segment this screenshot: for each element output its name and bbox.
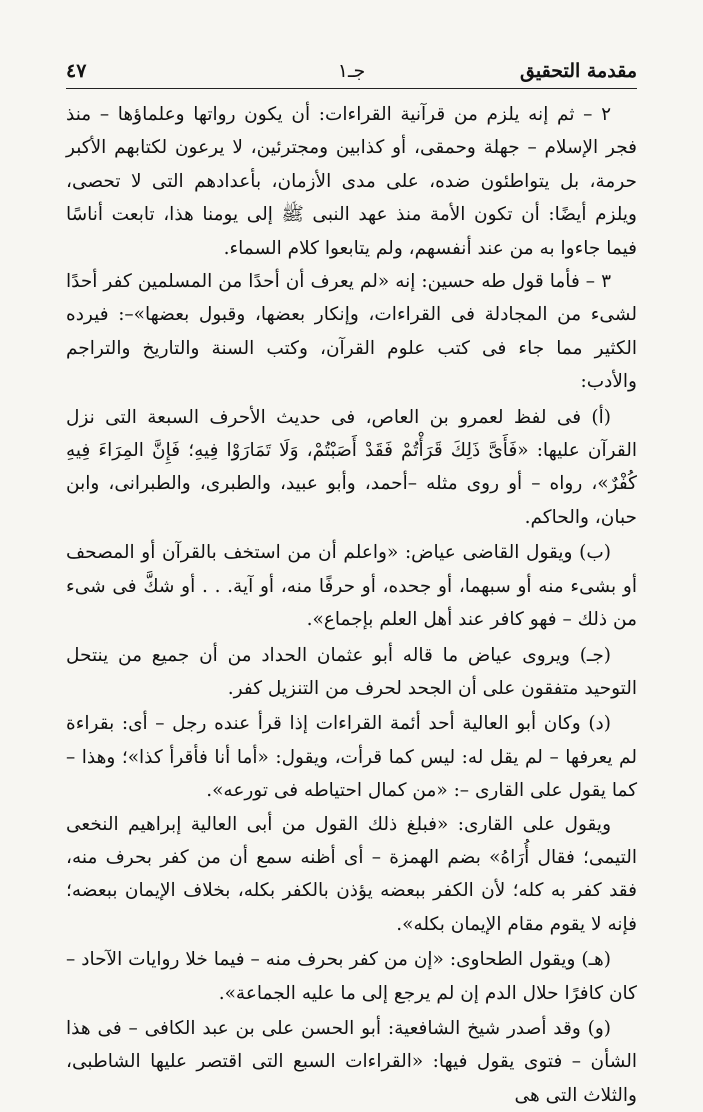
chapter-title: مقدمة التحقيق [520,60,637,82]
header-divider [66,88,637,89]
paragraph-item-a: (أ) فى لفظ لعمرو بن العاص، فى حديث الأحرف السبعة التى نزل القرآن عليها: «فَأَىَّ ذَلِكَ قَرَأْتُمْ فَقَدْ أَصَبْتُمْ، وَلَا تَمَارَوْا فِيهِ؛ فَإِنَّ المِرَاءَ فِيهِ كُفْرٌ»، رواه – أو روى مثله –أحمد، وأبو عبيد، والطبرى، والطبرانى، وابن حبان، والحاكم. [66,406,637,528]
body-text [66,98,637,1112]
volume-label: جـ١ [337,60,366,82]
paragraph-point-2: ٢ – ثم إنه يلزم من قرآنية القراءات: أن يكون رواتها وعلماؤها – منذ فجر الإسلام – جهلة وحمقى، أو كذابين ومجترئين، لا يرعون لكتابهم الأكبر حرمة، بل يتواطئون ضده، على مدى الأزمان، بأعدادهم التى لا تحصى، ويلزم أيضًا: أن تكون الأمة منذ عهد النبى ﷺ إلى يومنا هذا، تابعت أناسًا فيما جاءوا به من عند أنفسهم، ولم يتابعوا كلام السماء. [66,104,637,259]
paragraph-point-3: ٣ – فأما قول طه حسين: إنه «لم يعرف أن أحدًا من المسلمين كفر أحدًا لشىء من المجادلة فى القراءات، وإنكار بعضها، وقبول بعضها»–: فيرده الكثير مما جاء فى كتب علوم القرآن، وكتب السنة والتاريخ والتراجم والأدب: [66,271,637,393]
paragraph-item-b: (ب) ويقول القاضى عياض: «واعلم أن من استخف بالقرآن أو المصحف أو بشىء منه أو سبهما، أو جحده، أو حرفًا منه، أو آية. . . أو شكَّ فى شىء من ذلك – فهو كافر عند أهل العلم بإجماع». [66,542,637,631]
page-header [66,56,637,90]
page-number: ٤٧ [66,60,87,82]
paragraph-qari-quote: ويقول على القارى: «فبلغ ذلك القول من أبى العالية إبراهيم النخعى التيمى؛ فقال أُرَاهُ» بضم الهمزة – أى أظنه سمع أن من كفر بحرف منه، فقد كفر به كله؛ لأن الكفر ببعضه يؤذن بالكفر بكله، بخلاف الإيمان ببعضه؛ فإنه لا يقوم مقام الإيمان بكله». [66,813,637,935]
paragraph-item-h: (هـ) ويقول الطحاوى: «إن من كفر بحرف منه – فيما خلا روايات الآحاد – كان كافرًا حلال الدم إن لم يرجع إلى ما عليه الجماعة». [66,949,637,1004]
paragraph-item-w: (و) وقد أصدر شيخ الشافعية: أبو الحسن على بن عبد الكافى – فى هذا الشأن – فتوى يقول فيها: «القراءات السبع التى اقتصر عليها الشاطبى، والثلاث التى هى [66,1017,637,1106]
paragraph-item-d: (د) وكان أبو العالية أحد أئمة القراءات إذا قرأ عنده رجل – أى: بقراءة لم يعرفها – لم يقل له: ليس كما قرأت، ويقول: «أما أنا فأقرأ كذا»؛ وهذا – كما يقول على القارى –: «من كمال احتياطه فى تورعه». [66,713,637,802]
paragraph-item-c: (جـ) ويروى عياض ما قاله أبو عثمان الحداد من أن جميع من ينتحل التوحيد متفقون على أن الجحد لحرف من التنزيل كفر. [66,644,637,699]
